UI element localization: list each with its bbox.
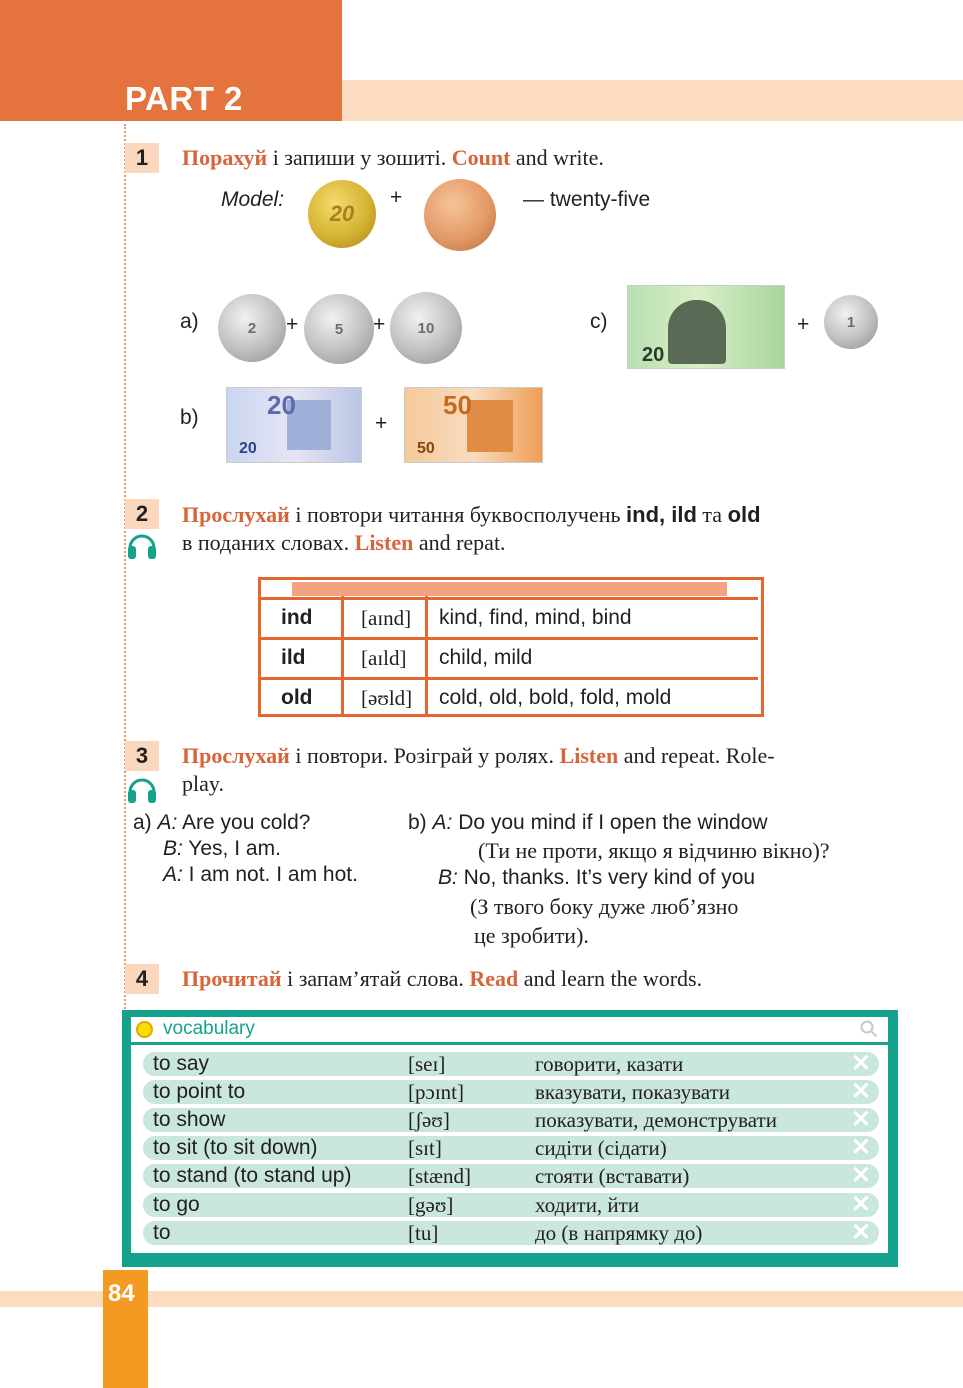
dialogue-a-line2: B: Yes, I am.: [163, 837, 281, 860]
vocabulary-title: vocabulary: [163, 1018, 255, 1039]
exercise-4-instruction: Прочитай і запам’ятай слова. Read and learn the words.: [182, 966, 703, 991]
dialogue-b-line1: b) A: Do you mind if I open the window: [408, 811, 768, 834]
dialogue-a-line1: a) A: Are you cold?: [133, 811, 311, 834]
silver-coin-5: 5: [304, 294, 374, 364]
vocabulary-search-bar[interactable]: [131, 1017, 888, 1042]
dialogue-b-translation2: (З твого боку дуже люб’язно: [470, 894, 739, 919]
headphones-icon: [126, 774, 158, 804]
search-icon[interactable]: [860, 1020, 878, 1038]
remove-icon[interactable]: ✕: [850, 1219, 871, 1246]
plus-sign: +: [375, 412, 388, 435]
dialogue-b-translation1: (Ти не проти, якщо я відчиню вікно)?: [478, 838, 830, 863]
gold-coin-20: 20: [308, 180, 376, 248]
item-b-label: b): [180, 406, 199, 429]
exercise-number: 3: [125, 741, 159, 771]
vocab-item: to sit (to sit down) [sɪt] сидіти (сідати) ✕: [143, 1136, 879, 1160]
plus-sign: +: [390, 186, 403, 209]
plus-sign: +: [373, 313, 386, 336]
silver-coin-10: 10: [390, 292, 462, 364]
item-c-label: c): [590, 310, 608, 333]
exercise-3-instruction: Прослухай і повтори. Розіграй у ролях. Listen and repeat. Role-: [182, 743, 775, 768]
remove-icon[interactable]: ✕: [850, 1050, 871, 1077]
bullet-icon: [136, 1021, 153, 1038]
exercise-1-instruction: Порахуй і запиши у зошиті. Count and write.: [182, 145, 604, 170]
remove-icon[interactable]: ✕: [850, 1162, 871, 1189]
silver-coin-1: 1: [824, 295, 878, 349]
remove-icon[interactable]: ✕: [850, 1106, 871, 1133]
vocab-item: to [tu] до (в напрямку до) ✕: [143, 1221, 879, 1245]
remove-icon[interactable]: ✕: [850, 1134, 871, 1161]
banknote-50-euro: 50 50: [404, 387, 543, 463]
exercise-number: 4: [125, 964, 159, 994]
vocab-item: to go [gəʊ] ходити, йти ✕: [143, 1193, 879, 1217]
part-title: PART 2: [125, 80, 243, 117]
silver-coin-2: 2: [218, 294, 286, 362]
table-row: ild [aɪld] child, mild: [261, 637, 758, 678]
model-result: — twenty-five: [523, 188, 651, 211]
exercise-number: 2: [125, 499, 159, 529]
dialogue-b-translation3: це зробити).: [474, 923, 589, 948]
remove-icon[interactable]: ✕: [850, 1191, 871, 1218]
vocab-item: to show [ʃəʊ] показувати, демонструвати ✕: [143, 1108, 879, 1132]
table-header-bar: [292, 582, 727, 596]
portrait-image: [668, 300, 726, 364]
header-band: [342, 80, 963, 121]
headphones-icon: [126, 530, 158, 560]
vocab-item: to point to [pɔɪnt] вказувати, показувати ✕: [143, 1080, 879, 1104]
copper-coin-5: [424, 179, 496, 251]
banknote-20-hryvnia: 20: [627, 285, 785, 369]
plus-sign: +: [286, 313, 299, 336]
exercise-3-instruction-line2: play.: [182, 771, 224, 796]
remove-icon[interactable]: ✕: [850, 1078, 871, 1105]
table-row: ind [aɪnd] kind, find, mind, bind: [261, 597, 758, 638]
vocab-item: to say [seɪ] говорити, казати ✕: [143, 1052, 879, 1076]
vocab-item: to stand (to stand up) [stænd] стояти (вставати) ✕: [143, 1164, 879, 1188]
window-image: [467, 400, 513, 452]
exercise-2-instruction-line2: в поданих словах. Listen and repat.: [182, 530, 506, 555]
dialogue-a-line3: A: I am not. I am hot.: [163, 863, 358, 886]
dialogue-b-line2: B: No, thanks. It’s very kind of you: [438, 866, 756, 889]
exercise-2-instruction: Прослухай і повтори читання буквосполучень ind, ild та old: [182, 502, 761, 527]
item-a-label: a): [180, 310, 199, 333]
exercise-number: 1: [125, 143, 159, 173]
page-number: 84: [108, 1280, 135, 1307]
table-row: old [əʊld] cold, old, bold, fold, mold: [261, 677, 758, 718]
model-label: Model:: [221, 188, 285, 211]
banknote-20-euro: 20 20: [226, 387, 362, 463]
plus-sign: +: [797, 313, 810, 336]
